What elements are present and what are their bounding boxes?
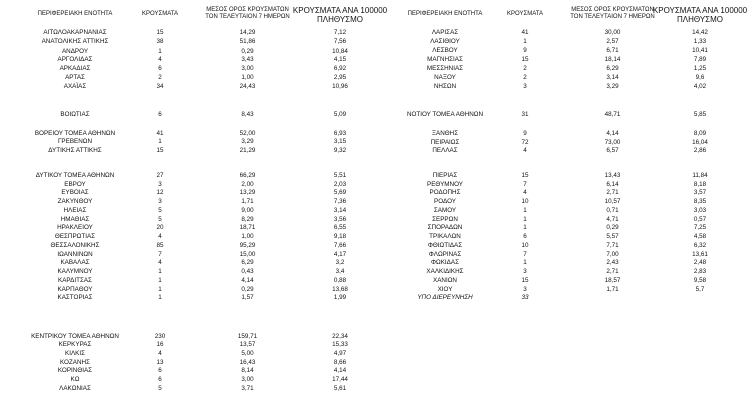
- cases-value: 15: [156, 29, 164, 36]
- left-header-per-line1: ΚΡΟΥΣΜΑΤΑ ΑΝΑ 100000: [292, 6, 388, 15]
- cases-value: 1: [523, 207, 527, 214]
- region-name: ΡΕΘΥΜΝΟΥ: [427, 181, 463, 188]
- per-100k-value: 22,34: [332, 333, 348, 340]
- cases-value: 72: [521, 139, 529, 146]
- cases-value: 6: [158, 376, 162, 383]
- avg-value: 4,71: [606, 216, 619, 223]
- cases-value: 85: [156, 242, 164, 249]
- right-header-per: [650, 6, 750, 24]
- cases-value: 1: [523, 216, 527, 223]
- region-name: ΝΑΞΟΥ: [434, 74, 456, 81]
- cases-value: 3: [523, 83, 527, 90]
- cases-value: 3: [523, 268, 527, 275]
- cases-value: 15: [521, 277, 529, 284]
- avg-value: 48,71: [604, 111, 621, 118]
- cases-value: 6: [158, 65, 162, 72]
- right-header-per-line2: ΠΛΗΘΥΣΜΟ: [676, 15, 724, 24]
- region-name: ΑΡΤΑΣ: [65, 74, 85, 81]
- region-name: ΛΑΣΙΘΙΟΥ: [430, 38, 460, 45]
- left-header-avg-line1: ΜΕΣΟΣ ΟΡΟΣ ΚΡΟΥΣΜΑΤΩΝ: [206, 7, 289, 13]
- cases-value: 4: [523, 147, 527, 154]
- cases-value: 41: [156, 130, 164, 137]
- avg-value: 24,43: [239, 83, 256, 90]
- per-100k-value: 4,14: [333, 367, 347, 374]
- region-name: ΘΕΣΣΑΛΟΝΙΚΗΣ: [50, 242, 100, 249]
- cases-value: 1: [158, 286, 162, 293]
- region-name: ΚΑΡΔΙΤΣΑΣ: [58, 277, 92, 284]
- per-100k-value: 6,55: [333, 224, 347, 231]
- per-100k-value: 1,99: [333, 294, 347, 301]
- avg-value: 18,71: [239, 224, 256, 231]
- avg-value: 15,00: [239, 251, 256, 258]
- per-100k-value: 6,92: [333, 65, 347, 72]
- region-name: ΚΟΡΙΝΘΙΑΣ: [57, 367, 93, 374]
- cases-value: 4: [158, 350, 162, 357]
- cases-value: 1: [158, 268, 162, 275]
- region-name: ΔΥΤΙΚΟΥ ΤΟΜΕΑ ΑΘΗΝΩΝ: [35, 172, 115, 179]
- region-name: ΓΡΕΒΕΝΩΝ: [57, 138, 93, 145]
- right-header-avg-line2: ΤΟΝ ΤΕΛΕΥΤΑΙΟΝ 7 ΗΜΕΡΩΝ: [570, 14, 655, 20]
- avg-value: 6,71: [606, 47, 619, 54]
- cases-value: 13: [156, 359, 164, 366]
- cases-value: 15: [156, 147, 164, 154]
- avg-value: 7,71: [606, 242, 619, 249]
- cases-value: 1: [523, 259, 527, 266]
- per-100k-value: 7,25: [693, 224, 707, 231]
- avg-value: 6,57: [606, 147, 619, 154]
- per-100k-value: 7,66: [333, 242, 347, 249]
- avg-value: 3,43: [241, 56, 254, 63]
- avg-value: 0,43: [241, 268, 254, 275]
- avg-value: 5,00: [241, 350, 254, 357]
- cases-value: 6: [158, 367, 162, 374]
- per-100k-value: 4,97: [333, 350, 347, 357]
- cases-value: 3: [158, 198, 162, 205]
- region-name: ΚΑΒΑΛΑΣ: [60, 259, 90, 266]
- per-100k-value: 3,57: [693, 189, 707, 196]
- avg-value: 7,00: [606, 251, 619, 258]
- cases-value: 2: [158, 74, 162, 81]
- region-name: ΠΙΕΡΙΑΣ: [432, 172, 458, 179]
- per-100k-value: 13,61: [692, 251, 708, 258]
- cases-value: 10: [521, 242, 529, 249]
- avg-value: 1,00: [241, 233, 254, 240]
- right-header-region: ΠΕΡΙΦΕΡΕΙΑΚΗ ΕΝΟΤΗΤΑ: [407, 11, 483, 17]
- cases-value: 2: [523, 65, 527, 72]
- region-name: ΥΠΟ ΔΙΕΡΕΥΝΗΣΗ: [417, 294, 473, 301]
- cases-value: 12: [156, 189, 164, 196]
- avg-value: 6,14: [606, 181, 619, 188]
- per-100k-value: 7,12: [333, 29, 347, 36]
- cases-value: 10: [521, 198, 529, 205]
- region-name: ΚΑΣΤΟΡΙΑΣ: [57, 294, 93, 301]
- avg-value: 0,71: [606, 207, 619, 214]
- region-name: ΖΑΚΥΝΘΟΥ: [57, 198, 93, 205]
- avg-value: 52,00: [239, 130, 256, 137]
- avg-value: 9,00: [241, 207, 254, 214]
- avg-value: 95,29: [239, 242, 256, 249]
- cases-value: 41: [521, 29, 529, 36]
- per-100k-value: 8,66: [333, 359, 347, 366]
- region-name: ΧΑΛΚΙΔΙΚΗΣ: [426, 268, 464, 275]
- region-name: ΚΟΖΑΝΗΣ: [60, 359, 90, 366]
- per-100k-value: 5,69: [333, 189, 347, 196]
- region-name: ΧΙΟΥ: [437, 286, 453, 293]
- per-100k-value: 2,83: [693, 268, 707, 275]
- region-name: ΧΑΝΙΩΝ: [433, 277, 457, 284]
- per-100k-value: 1,33: [693, 38, 707, 45]
- region-name: ΣΠΟΡΑΔΩΝ: [427, 224, 463, 231]
- region-name: ΕΒΡΟΥ: [64, 181, 86, 188]
- cases-value: 34: [156, 83, 164, 90]
- region-name: ΝΟΤΙΟΥ ΤΟΜΕΑ ΑΘΗΝΩΝ: [406, 111, 484, 118]
- region-name: ΚΑΡΠΑΘΟΥ: [57, 286, 93, 293]
- avg-value: 2,71: [606, 189, 619, 196]
- avg-value: 6,29: [241, 259, 254, 266]
- per-100k-value: 17,44: [332, 376, 348, 383]
- per-100k-value: 8,09: [693, 130, 707, 137]
- region-name: ΦΛΩΡΙΝΑΣ: [428, 251, 462, 258]
- cases-value: 15: [521, 56, 529, 63]
- avg-value: 18,57: [604, 277, 621, 284]
- avg-value: 2,00: [241, 181, 254, 188]
- avg-value: 51,86: [239, 38, 256, 45]
- region-name: ΒΟΡΕΙΟΥ ΤΟΜΕΑ ΑΘΗΝΩΝ: [34, 130, 116, 137]
- avg-value: 10,57: [604, 198, 621, 205]
- per-100k-value: 7,56: [333, 38, 347, 45]
- per-100k-value: 4,17: [333, 251, 347, 258]
- region-name: ΑΡΓΟΛΙΔΑΣ: [57, 56, 93, 63]
- avg-value: 13,29: [239, 189, 256, 196]
- right-header-cases: ΚΡΟΥΣΜΑΤΑ: [507, 11, 543, 17]
- per-100k-value: 5,85: [693, 111, 707, 118]
- avg-value: 3,14: [606, 74, 619, 81]
- region-name: ΦΩΚΙΔΑΣ: [431, 259, 459, 266]
- per-100k-value: 9,18: [333, 233, 347, 240]
- per-100k-value: 3,15: [333, 138, 347, 145]
- per-100k-value: 4,15: [333, 56, 347, 63]
- per-100k-value: 11,84: [692, 172, 708, 179]
- avg-value: 16,43: [239, 359, 256, 366]
- avg-value: 5,57: [606, 233, 619, 240]
- per-100k-value: 5,09: [333, 111, 347, 118]
- per-100k-value: 10,84: [332, 48, 348, 55]
- per-100k-value: 3,2: [335, 259, 345, 266]
- avg-value: 13,57: [239, 341, 256, 348]
- per-100k-value: 14,42: [692, 29, 708, 36]
- avg-value: 2,43: [606, 259, 619, 266]
- region-name: ΜΑΓΝΗΣΙΑΣ: [427, 56, 463, 63]
- per-100k-value: 5,51: [333, 172, 347, 179]
- avg-value: 14,29: [239, 29, 256, 36]
- cases-value: 9: [523, 47, 527, 54]
- avg-value: 66,29: [239, 172, 256, 179]
- per-100k-value: 8,18: [693, 181, 707, 188]
- cases-value: 20: [156, 224, 164, 231]
- per-100k-value: 9,32: [333, 147, 347, 154]
- region-name: ΑΝΑΤΟΛΙΚΗΣ ΑΤΤΙΚΗΣ: [41, 38, 109, 45]
- avg-value: 0,29: [241, 48, 254, 55]
- per-100k-value: 7,36: [333, 198, 347, 205]
- cases-value: 27: [156, 172, 164, 179]
- per-100k-value: 7,89: [693, 56, 707, 63]
- avg-value: 4,14: [241, 277, 254, 284]
- per-100k-value: 4,58: [693, 233, 707, 240]
- region-name: ΠΕΙΡΑΙΩΣ: [430, 139, 460, 146]
- avg-value: 2,57: [606, 38, 619, 45]
- avg-value: 0,29: [606, 224, 619, 231]
- per-100k-value: 0,57: [693, 216, 707, 223]
- right-header-per-line1: ΚΡΟΥΣΜΑΤΑ ΑΝΑ 100000: [652, 6, 748, 15]
- cases-value: 3: [523, 286, 527, 293]
- per-100k-value: 10,96: [332, 83, 348, 90]
- region-name: ΚΙΛΚΙΣ: [65, 350, 85, 357]
- cases-value: 16: [156, 341, 164, 348]
- cases-value: 15: [521, 172, 529, 179]
- region-name: ΜΕΣΣΗΝΙΑΣ: [426, 65, 464, 72]
- left-header-avg-line2: ΤΟΝ ΤΕΛΕΥΤΑΙΟΝ 7 ΗΜΕΡΩΝ: [205, 14, 290, 20]
- region-name: ΑΙΤΩΛΟΑΚΑΡΝΑΝΙΑΣ: [43, 29, 107, 36]
- avg-value: 2,71: [606, 268, 619, 275]
- region-name: ΣΕΡΡΩΝ: [432, 216, 458, 223]
- cases-value: 4: [158, 56, 162, 63]
- per-100k-value: 5,61: [333, 385, 347, 392]
- per-100k-value: 5,7: [695, 286, 705, 293]
- cases-value: 4: [523, 189, 527, 196]
- left-header-per-line2: ΠΛΗΘΥΣΜΟ: [316, 15, 364, 24]
- cases-value: 7: [523, 181, 527, 188]
- per-100k-value: 2,86: [693, 147, 707, 154]
- avg-value: 6,29: [606, 65, 619, 72]
- cases-value: 4: [158, 233, 162, 240]
- per-100k-value: 10,41: [692, 47, 708, 54]
- region-name: ΝΗΣΩΝ: [433, 83, 457, 90]
- region-name: ΚΕΡΚΥΡΑΣ: [58, 341, 92, 348]
- cases-value: 7: [158, 251, 162, 258]
- avg-value: 1,71: [606, 286, 619, 293]
- left-header-region: ΠΕΡΙΦΕΡΕΙΑΚΗ ΕΝΟΤΗΤΑ: [37, 11, 113, 17]
- cases-value: 9: [523, 130, 527, 137]
- cases-value: 230: [154, 333, 166, 340]
- region-name: ΑΡΚΑΔΙΑΣ: [59, 65, 91, 72]
- avg-value: 30,00: [604, 29, 621, 36]
- per-100k-value: 15,33: [332, 341, 348, 348]
- per-100k-value: 3,03: [693, 207, 707, 214]
- cases-value: 1: [158, 277, 162, 284]
- avg-value: 73,00: [604, 139, 621, 146]
- per-100k-value: 3,14: [333, 207, 347, 214]
- region-name: ΡΟΔΟΥ: [434, 198, 456, 205]
- region-name: ΗΡΑΚΛΕΙΟΥ: [57, 224, 93, 231]
- cases-value: 1: [158, 48, 162, 55]
- region-name: ΛΕΣΒΟΥ: [432, 47, 458, 54]
- avg-value: 3,00: [241, 376, 254, 383]
- right-header-avg-line1: ΜΕΣΟΣ ΟΡΟΣ ΚΡΟΥΣΜΑΤΩΝ: [571, 7, 654, 13]
- left-header-cases: ΚΡΟΥΣΜΑΤΑ: [142, 11, 178, 17]
- cases-value: 7: [523, 251, 527, 258]
- cases-value: 5: [158, 385, 162, 392]
- per-100k-value: 2,03: [333, 181, 347, 188]
- cases-value: 6: [158, 111, 162, 118]
- region-name: ΤΡΙΚΑΛΩΝ: [429, 233, 461, 240]
- cases-value: 2: [523, 74, 527, 81]
- region-name: ΗΛΕΙΑΣ: [63, 207, 87, 214]
- per-100k-value: 13,68: [332, 286, 348, 293]
- avg-value: 8,14: [241, 367, 254, 374]
- left-header-per: [290, 6, 390, 24]
- region-name: ΙΩΑΝΝΙΝΩΝ: [57, 251, 93, 258]
- per-100k-value: 1,25: [693, 65, 707, 72]
- avg-value: 3,29: [606, 83, 619, 90]
- cases-value: 33: [521, 294, 529, 301]
- region-name: ΒΟΙΩΤΙΑΣ: [60, 111, 90, 118]
- right-header-avg: [565, 7, 660, 21]
- per-100k-value: 9,58: [693, 277, 707, 284]
- per-100k-value: 6,93: [333, 130, 347, 137]
- avg-value: 3,29: [241, 138, 254, 145]
- avg-value: 13,43: [604, 172, 621, 179]
- region-name: ΛΑΡΙΣΑΣ: [431, 29, 459, 36]
- region-name: ΚΕΝΤΡΙΚΟΥ ΤΟΜΕΑ ΑΘΗΝΩΝ: [31, 333, 119, 340]
- per-100k-value: 2,48: [693, 259, 707, 266]
- per-100k-value: 4,02: [693, 83, 707, 90]
- region-name: ΗΜΑΘΙΑΣ: [60, 216, 90, 223]
- cases-value: 6: [523, 233, 527, 240]
- avg-value: 1,57: [241, 294, 254, 301]
- per-100k-value: 16,04: [692, 139, 708, 146]
- cases-value: 3: [158, 181, 162, 188]
- avg-value: 1,00: [241, 74, 254, 81]
- avg-value: 159,71: [237, 333, 258, 340]
- cases-value: 5: [158, 216, 162, 223]
- region-name: ΚΑΛΥΜΝΟΥ: [57, 268, 93, 275]
- region-name: ΔΥΤΙΚΗΣ ΑΤΤΙΚΗΣ: [48, 147, 102, 154]
- avg-value: 8,29: [241, 216, 254, 223]
- avg-value: 0,29: [241, 286, 254, 293]
- region-name: ΚΩ: [70, 376, 80, 383]
- left-header-avg: [200, 7, 295, 21]
- avg-value: 4,14: [606, 130, 619, 137]
- region-name: ΘΕΣΠΡΩΤΙΑΣ: [54, 233, 96, 240]
- cases-value: 5: [158, 207, 162, 214]
- per-100k-value: 6,32: [693, 242, 707, 249]
- per-100k-value: 8,35: [693, 198, 707, 205]
- per-100k-value: 2,95: [333, 74, 347, 81]
- avg-value: 21,29: [239, 147, 256, 154]
- region-name: ΛΑΚΩΝΙΑΣ: [59, 385, 91, 392]
- cases-value: 1: [523, 38, 527, 45]
- region-name: ΑΧΑΪΑΣ: [63, 83, 87, 90]
- per-100k-value: 3,56: [333, 216, 347, 223]
- avg-value: 3,00: [241, 65, 254, 72]
- avg-value: 18,14: [604, 56, 621, 63]
- region-name: ΠΕΛΛΑΣ: [432, 147, 458, 154]
- per-100k-value: 3,4: [335, 268, 345, 275]
- avg-value: 8,43: [241, 111, 254, 118]
- cases-value: 1: [158, 294, 162, 301]
- cases-value: 1: [158, 138, 162, 145]
- per-100k-value: 9,6: [695, 74, 705, 81]
- region-name: ΦΘΙΩΤΙΔΑΣ: [427, 242, 463, 249]
- region-name: ΕΥΒΟΙΑΣ: [61, 189, 89, 196]
- cases-value: 38: [156, 38, 164, 45]
- region-name: ΞΑΝΘΗΣ: [431, 130, 459, 137]
- avg-value: 3,71: [241, 385, 254, 392]
- region-name: ΣΑΜΟΥ: [433, 207, 457, 214]
- cases-value: 1: [523, 224, 527, 231]
- cases-value: 4: [158, 259, 162, 266]
- region-name: ΡΟΔΟΠΗΣ: [429, 189, 461, 196]
- per-100k-value: 0,88: [333, 277, 347, 284]
- avg-value: 1,71: [241, 198, 254, 205]
- cases-value: 31: [521, 111, 529, 118]
- region-name: ΑΝΔΡΟΥ: [61, 48, 89, 55]
